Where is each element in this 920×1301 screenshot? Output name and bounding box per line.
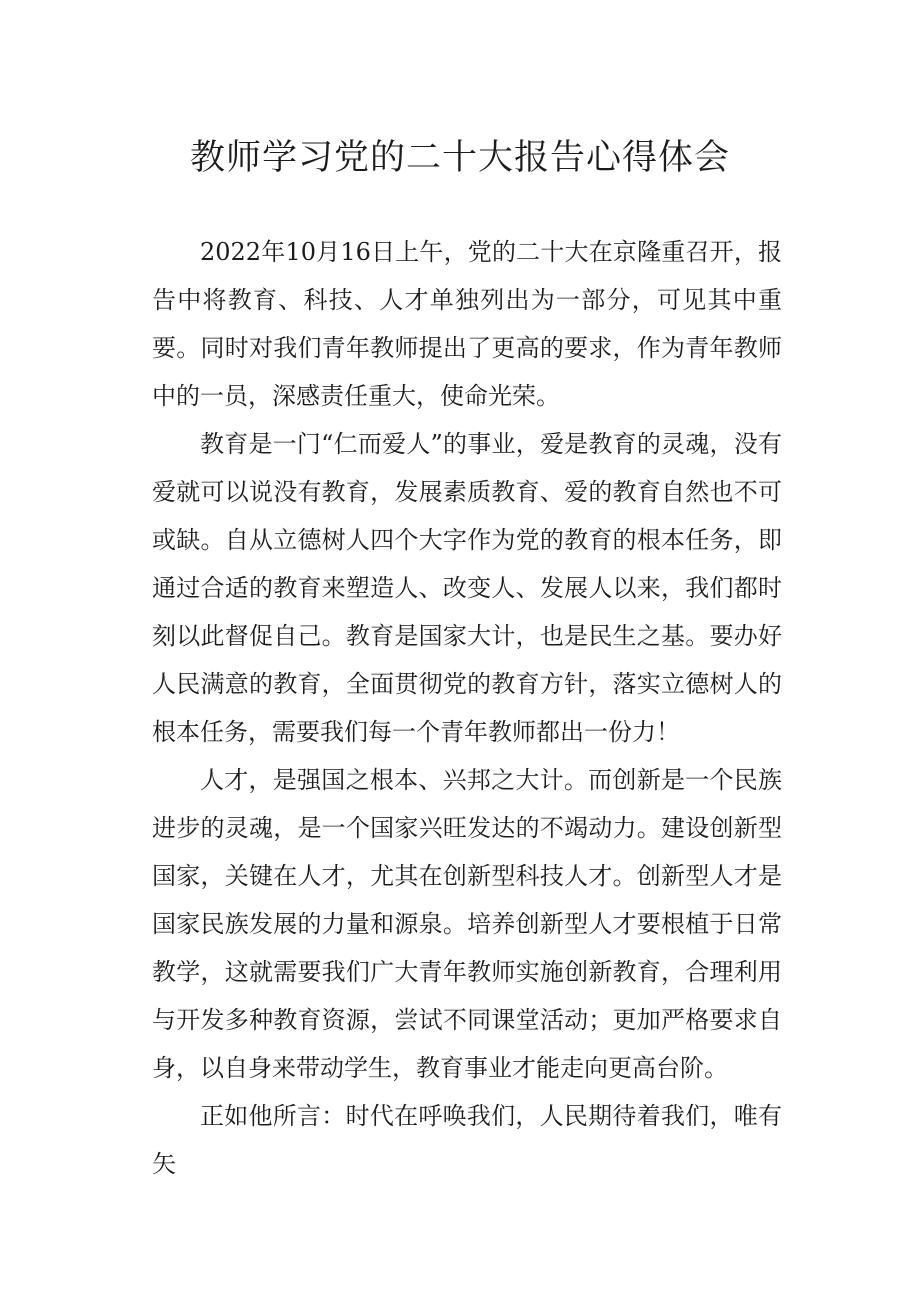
paragraph-2: 教育是一门“仁而爱人”的事业，爱是教育的灵魂，没有爱就可以说没有教育，发展素质教育、爱的教育自然也不可或缺。自从立德树人四个大字作为党的教育的根本任务，即通过合适的教育来塑造人、改变人、发展人以来，我们都时刻以此督促自己。教育是国家大计，也是民生之基。要办好人民满意的教育，全面贯彻党的教育方针，落实立德树人的根本任务，需要我们每一个青年教师都出一份力！ [152,430,782,746]
paragraph-4: 正如他所言：时代在呼唤我们，人民期待着我们，唯有矢 [152,1102,782,1178]
document-title: 教师学习党的二十大报告心得体会 [189,138,730,178]
document-body [152,228,782,1188]
paragraph-3: 人才，是强国之根本、兴邦之大计。而创新是一个民族进步的灵魂，是一个国家兴旺发达的不竭动力。建设创新型国家，关键在人才，尤其在创新型科技人才。创新型人才是国家民族发展的力量和源泉。培养创新型人才要根植于日常教学，这就需要我们广大青年教师实施创新教育，合理利用与开发多种教育资源，尝试不同课堂活动；更加严格要求自身，以自身来带动学生，教育事业才能走向更高台阶。 [152,766,782,1082]
paragraph-1: 2022年10月16日上午，党的二十大在京隆重召开，报告中将教育、科技、人才单独列出为一部分，可见其中重要。同时对我们青年教师提出了更高的要求，作为青年教师中的一员，深感责任重大，使命光荣。 [152,238,782,410]
